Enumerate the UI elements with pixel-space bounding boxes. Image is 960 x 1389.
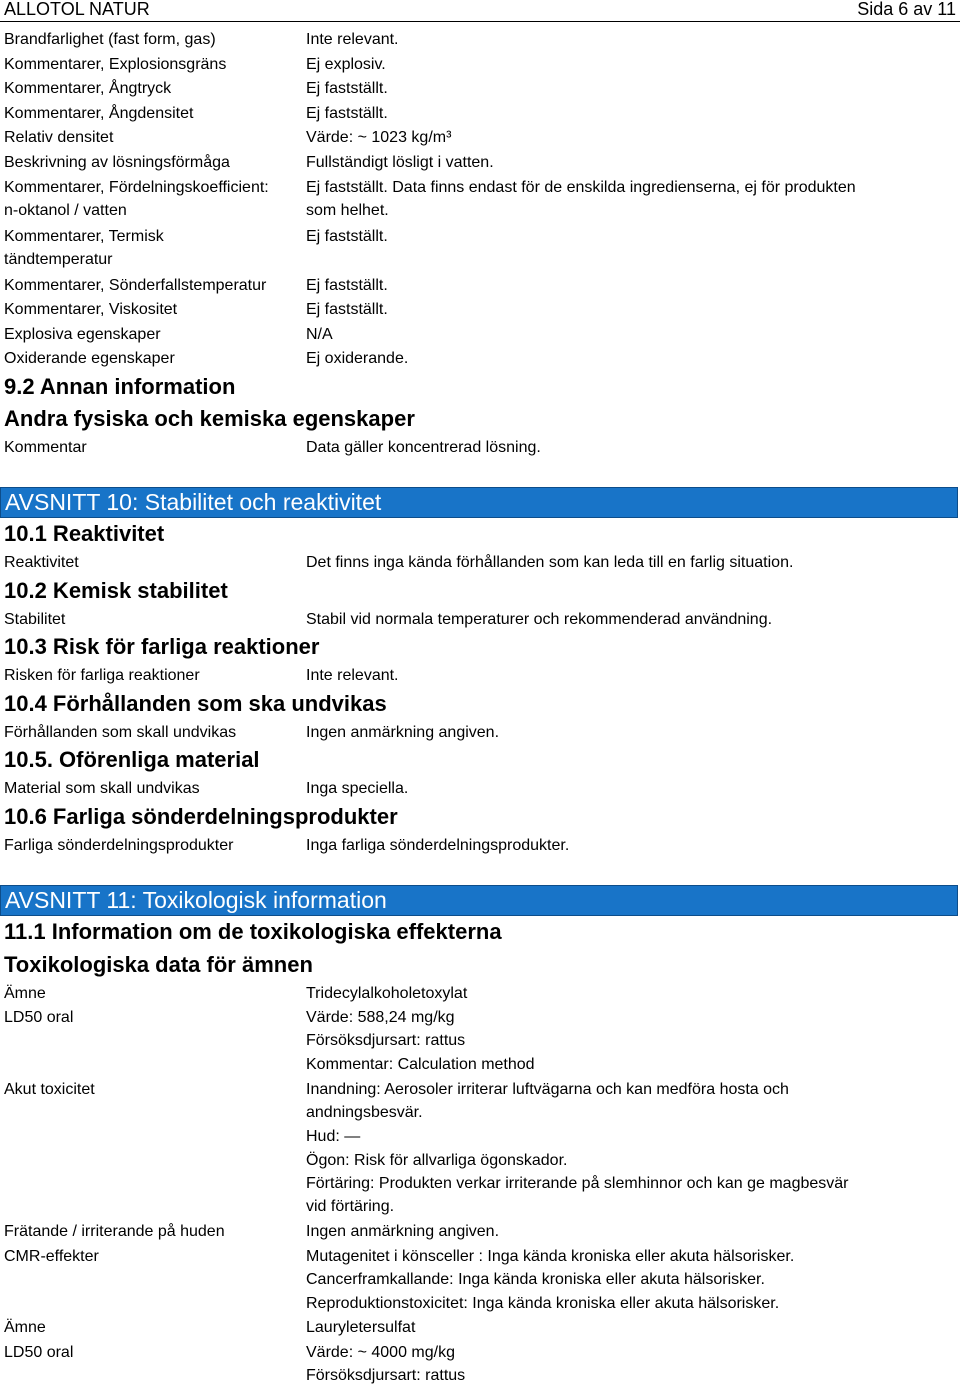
section-heading: 10.1 Reaktivitet [4,521,165,546]
property-value: Ingen anmärkning angiven. [306,724,500,741]
tox-value: Värde: ~ 4000 mg/kg [306,1344,455,1361]
tox-label: Frätande / irriterande på huden [4,1223,225,1240]
property-value: Ej fastställt. [306,228,388,245]
section-heading: 10.3 Risk för farliga reaktioner [4,634,320,659]
property-label: Kommentarer, Termisk [4,228,164,245]
tox-value: Hud: — [306,1128,361,1145]
section-banner-title: AVSNITT 11: Toxikologisk information [5,887,387,913]
property-label: Relativ densitet [4,129,114,146]
tox-value: Ingen anmärkning angiven. [306,1223,500,1240]
property-label: Kommentarer, Sönderfallstemperatur [4,277,267,294]
property-value: Ej fastställt. [306,301,388,318]
tox-value: Mutagenitet i könsceller : Inga kända kroniska eller akuta hälsorisker. [306,1248,795,1265]
property-label: Stabilitet [4,611,66,628]
property-value: Ej explosiv. [306,56,386,73]
property-value: Stabil vid normala temperaturer och rekommenderad användning. [306,611,773,628]
property-value: Inte relevant. [306,31,399,48]
property-label: n-oktanol / vatten [4,202,127,219]
subsection-heading: Andra fysiska och kemiska egenskaper [4,406,415,431]
property-value: Ej fastställt. [306,277,388,294]
property-label: Brandfarlighet (fast form, gas) [4,31,216,48]
property-value: Ej fastställt. Data finns endast för de enskilda ingredienserna, ej för produkten [306,179,856,196]
property-value: Värde: ~ 1023 kg/m³ [306,129,452,146]
property-value: Ej oxiderande. [306,350,409,367]
tox-label: Ämne [4,1319,46,1336]
section-banner-title: AVSNITT 10: Stabilitet och reaktivitet [5,489,382,515]
property-label: Explosiva egenskaper [4,326,161,343]
property-value: Fullständigt lösligt i vatten. [306,154,494,171]
property-label: Kommentarer, Ångtryck [4,80,172,97]
property-value: Inte relevant. [306,667,399,684]
property-value: Inga speciella. [306,780,409,797]
property-label: Förhållanden som skall undvikas [4,724,237,741]
section-heading: 9.2 Annan information [4,374,236,399]
tox-value: andningsbesvär. [306,1104,423,1121]
subsection-heading: Toxikologiska data för ämnen [4,952,313,977]
tox-value: Cancerframkallande: Inga kända kroniska eller akuta hälsorisker. [306,1271,765,1288]
page-number: Sida 6 av 11 [857,0,956,19]
section-banner [0,487,958,518]
tox-label: CMR-effekter [4,1248,99,1265]
property-label: Kommentarer, Ångdensitet [4,105,194,122]
property-value: Det finns inga kända förhållanden som kan leda till en farlig situation. [306,554,794,571]
property-label: Reaktivitet [4,554,79,571]
property-label: tändtemperatur [4,251,113,268]
tox-value: Ögon: Risk för allvarliga ögonskador. [306,1152,568,1169]
section-banner [0,885,958,916]
tox-value: Kommentar: Calculation method [306,1056,535,1073]
tox-label: Ämne [4,985,46,1002]
tox-value: Förtäring: Produkten verkar irriterande på slemhinnor och kan ge magbesvär [306,1175,849,1192]
property-value: Ej fastställt. [306,105,388,122]
tox-value: Reproduktionstoxicitet: Inga kända kroniska eller akuta hälsorisker. [306,1295,780,1312]
property-label: Kommentarer, Viskositet [4,301,178,318]
tox-value: Försöksdjursart: rattus [306,1032,466,1049]
property-label: Material som skall undvikas [4,780,200,797]
property-label: Kommentar [4,439,87,456]
property-value: Data gäller koncentrerad lösning. [306,439,541,456]
page-header [0,0,960,22]
section-heading: 11.1 Information om de toxikologiska effekterna [4,919,502,944]
document-title: ALLOTOL NATUR [4,0,150,19]
tox-label: Akut toxicitet [4,1081,95,1098]
section-heading: 10.4 Förhållanden som ska undvikas [4,691,387,716]
property-label: Risken för farliga reaktioner [4,667,200,684]
property-value: Inga farliga sönderdelningsprodukter. [306,837,570,854]
property-label: Oxiderande egenskaper [4,350,175,367]
tox-value: Försöksdjursart: rattus [306,1367,466,1384]
property-value: N/A [306,326,333,343]
tox-value: Inandning: Aerosoler irriterar luftvägarna och kan medföra hosta och [306,1081,789,1098]
property-label: Farliga sönderdelningsprodukter [4,837,234,854]
section-heading: 10.5. Oförenliga material [4,747,260,772]
property-value: som helhet. [306,202,389,219]
section-heading: 10.6 Farliga sönderdelningsprodukter [4,804,398,829]
tox-value: Lauryletersulfat [306,1319,416,1336]
tox-value: vid förtäring. [306,1198,395,1215]
tox-value: Tridecylalkoholetoxylat [306,985,468,1002]
property-value: Ej fastställt. [306,80,388,97]
tox-label: LD50 oral [4,1009,74,1026]
tox-label: LD50 oral [4,1344,74,1361]
property-label: Beskrivning av lösningsförmåga [4,154,230,171]
tox-value: Värde: 588,24 mg/kg [306,1009,455,1026]
property-label: Kommentarer, Explosionsgräns [4,56,227,73]
property-label: Kommentarer, Fördelningskoefficient: [4,179,269,196]
section-heading: 10.2 Kemisk stabilitet [4,578,228,603]
